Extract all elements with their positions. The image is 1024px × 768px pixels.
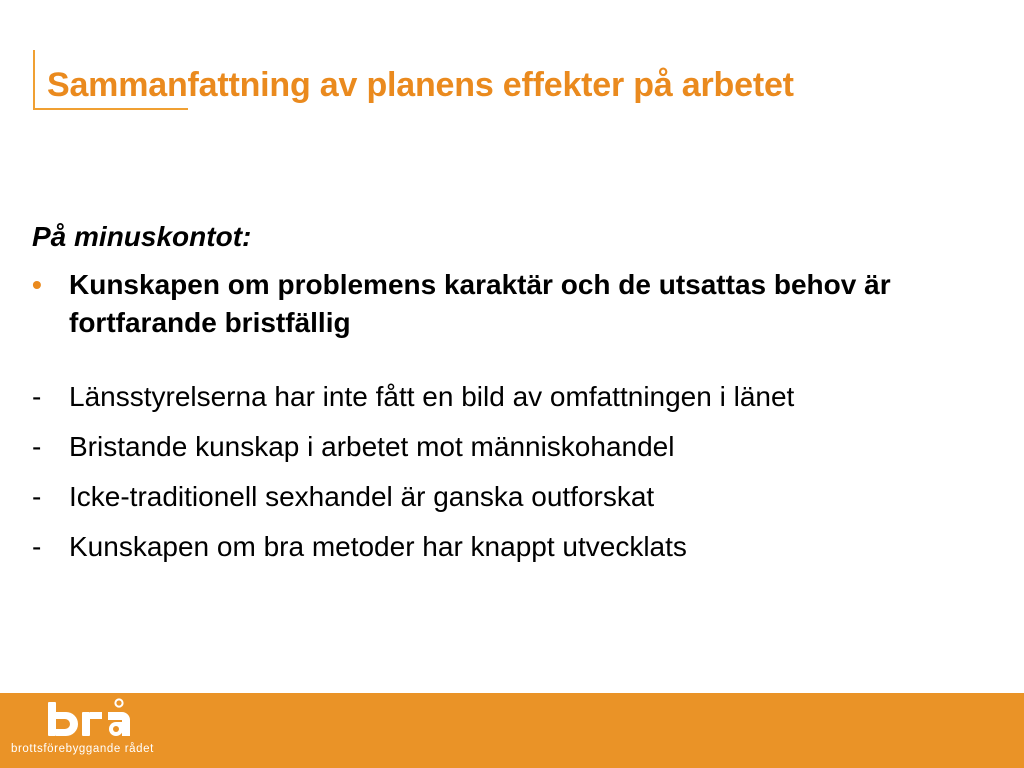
dash-item-text: Icke-traditionell sexhandel är ganska outforskat [69,481,655,512]
dash-list [32,378,992,566]
dash-marker: - [32,381,42,412]
dash-item [32,478,992,516]
dash-marker: - [32,431,42,462]
subheading: På minuskontot: [32,221,252,252]
dash-item-text: Kunskapen om bra metoder har knappt utvecklats [69,531,687,562]
slide-body [32,218,992,578]
footer-band [0,693,1024,768]
dash-item-text: Länsstyrelserna har inte fått en bild av omfattningen i länet [69,381,795,412]
bullet-marker: • [32,269,42,300]
slide-title: Sammanfattning av planens effekter på arbetet [47,66,794,104]
dash-marker: - [32,531,42,562]
bullet-text: Kunskapen om problemens karaktär och de utsattas behov är fortfarande bristfällig [69,269,891,338]
dash-item-text: Bristande kunskap i arbetet mot människohandel [69,431,675,462]
dash-item [32,378,992,416]
dash-marker: - [32,481,42,512]
bra-logo [46,698,146,738]
dash-item [32,428,992,466]
bullet-item [32,266,992,342]
dash-item [32,528,992,566]
logo-tagline: brottsförebyggande rådet [11,743,154,755]
